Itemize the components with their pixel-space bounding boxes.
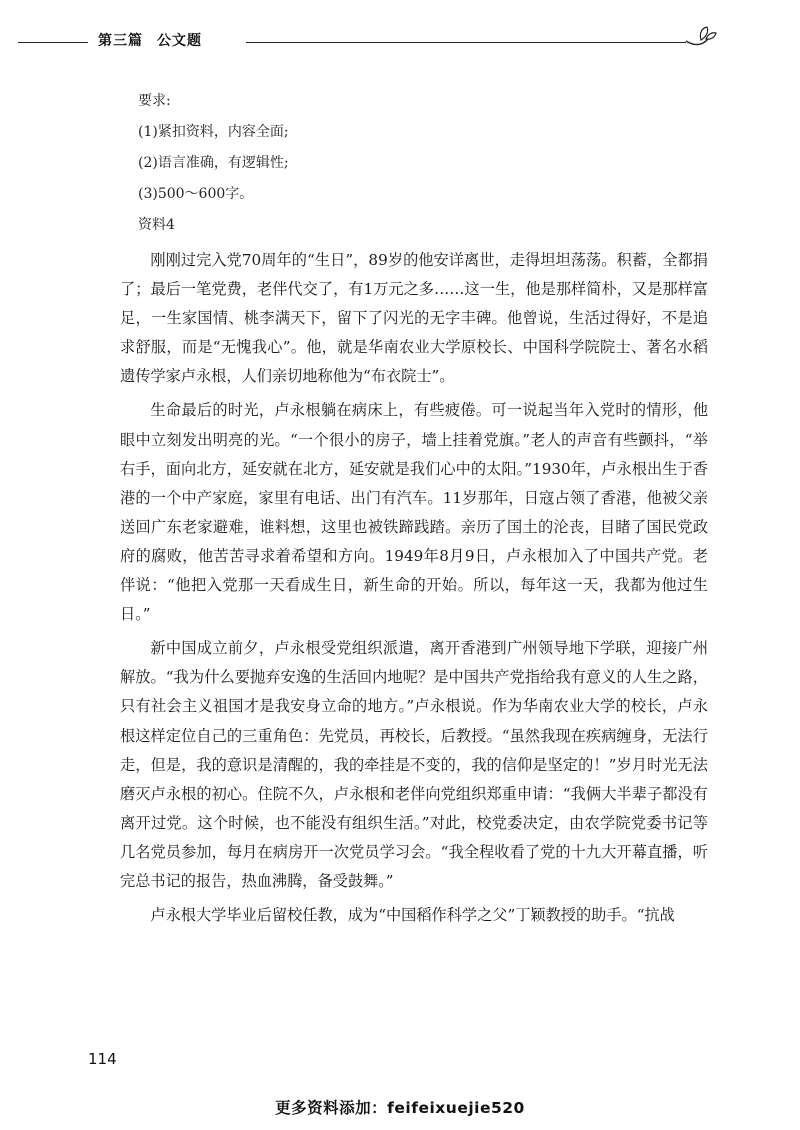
material-paragraph: 新中国成立前夕，卢永根受党组织派遣，离开香港到广州领导地下学联，迎接广州解放。“我为什么要抛弃安逸的生活回内地呢？是中国共产党指给我有意义的人生之路，只有社会主义祖国才是我安身立命的地方。”卢永根说。作为华南农业大学的校长，卢永根这样定位自己的三重角色：先党员，再校长，后教授。“虽然我现在疾病缠身，无法行走，但是，我的意识是清醒的，我的牵挂是不变的，我的信仰是坚定的！”岁月时光无法磨灭卢永根的初心。住院不久，卢永根和老伴向党组织郑重申请：“我俩大半辈子都没有离开过党。这个时候，也不能没有组织生活。”对此，校党委决定，由农学院党委书记等几名党员参加，每月在病房开一次党员学习会。“我全程收看了党的十九大开幕直播，听完总书记的报告，热血沸腾，备受鼓舞。” (120, 639, 708, 890)
requirement-item: (2)语言准确，有逻辑性; (138, 155, 289, 171)
running-header (0, 26, 800, 66)
header-part: 第三篇 (98, 33, 143, 49)
material-title: 资料4 (138, 217, 175, 233)
requirement-item: (3)500～600字。 (138, 186, 254, 202)
footer-note: 更多资料添加：feifeixuejie520 (275, 1099, 525, 1117)
material-paragraph: 卢永根大学毕业后留校任教，成为“中国稻作科学之父”丁颖教授的助手。“抗战 (150, 906, 675, 925)
material-paragraph: 刚刚过完入党70周年的“生日”，89岁的他安详离世，走得坦坦荡荡。积蓄，全都捐了；最后一笔党费，老伴代交了，有1万元之多……这一生，他是那样简朴，又是那样富足，一生家国情、桃李满天下，留下了闪光的无字丰碑。他曾说，生活过得好，不是追求舒服，而是“无愧我心”。他，就是华南农业大学原校长、中国科学院院士、著名水稻遗传学家卢永根，人们亲切地称他为“布衣院士”。 (120, 251, 708, 386)
header-rule-left (18, 42, 88, 43)
header-rule-right (246, 42, 686, 43)
sprout-icon (684, 24, 718, 50)
page-number: 114 (88, 1050, 117, 1068)
header-title (98, 30, 202, 50)
material-paragraph: 生命最后的时光，卢永根躺在病床上，有些疲倦。可一说起当年入党时的情形，他眼中立刻发出明亮的光。“一个很小的房子，墙上挂着党旗。”老人的声音有些颤抖，“举右手，面向北方，延安就在北方，延安就是我们心中的太阳。”1930年，卢永根出生于香港的一个中产家庭，家里有电话、出门有汽车。11岁那年，日寇占领了香港，他被父亲送回广东老家避难，谁料想，这里也被铁蹄践踏。亲历了国土的沦丧，目睹了国民党政府的腐败，他苦苦寻求着希望和方向。1949年8月9日，卢永根加入了中国共产党。老伴说：“他把入党那一天看成生日，新生命的开始。所以，每年这一天，我都为他过生日。” (120, 401, 708, 624)
header-chapter: 公文题 (157, 33, 202, 49)
requirements-title: 要求: (138, 93, 171, 109)
page-content (120, 92, 708, 935)
requirement-item: (1)紧扣资料，内容全面; (138, 124, 289, 140)
